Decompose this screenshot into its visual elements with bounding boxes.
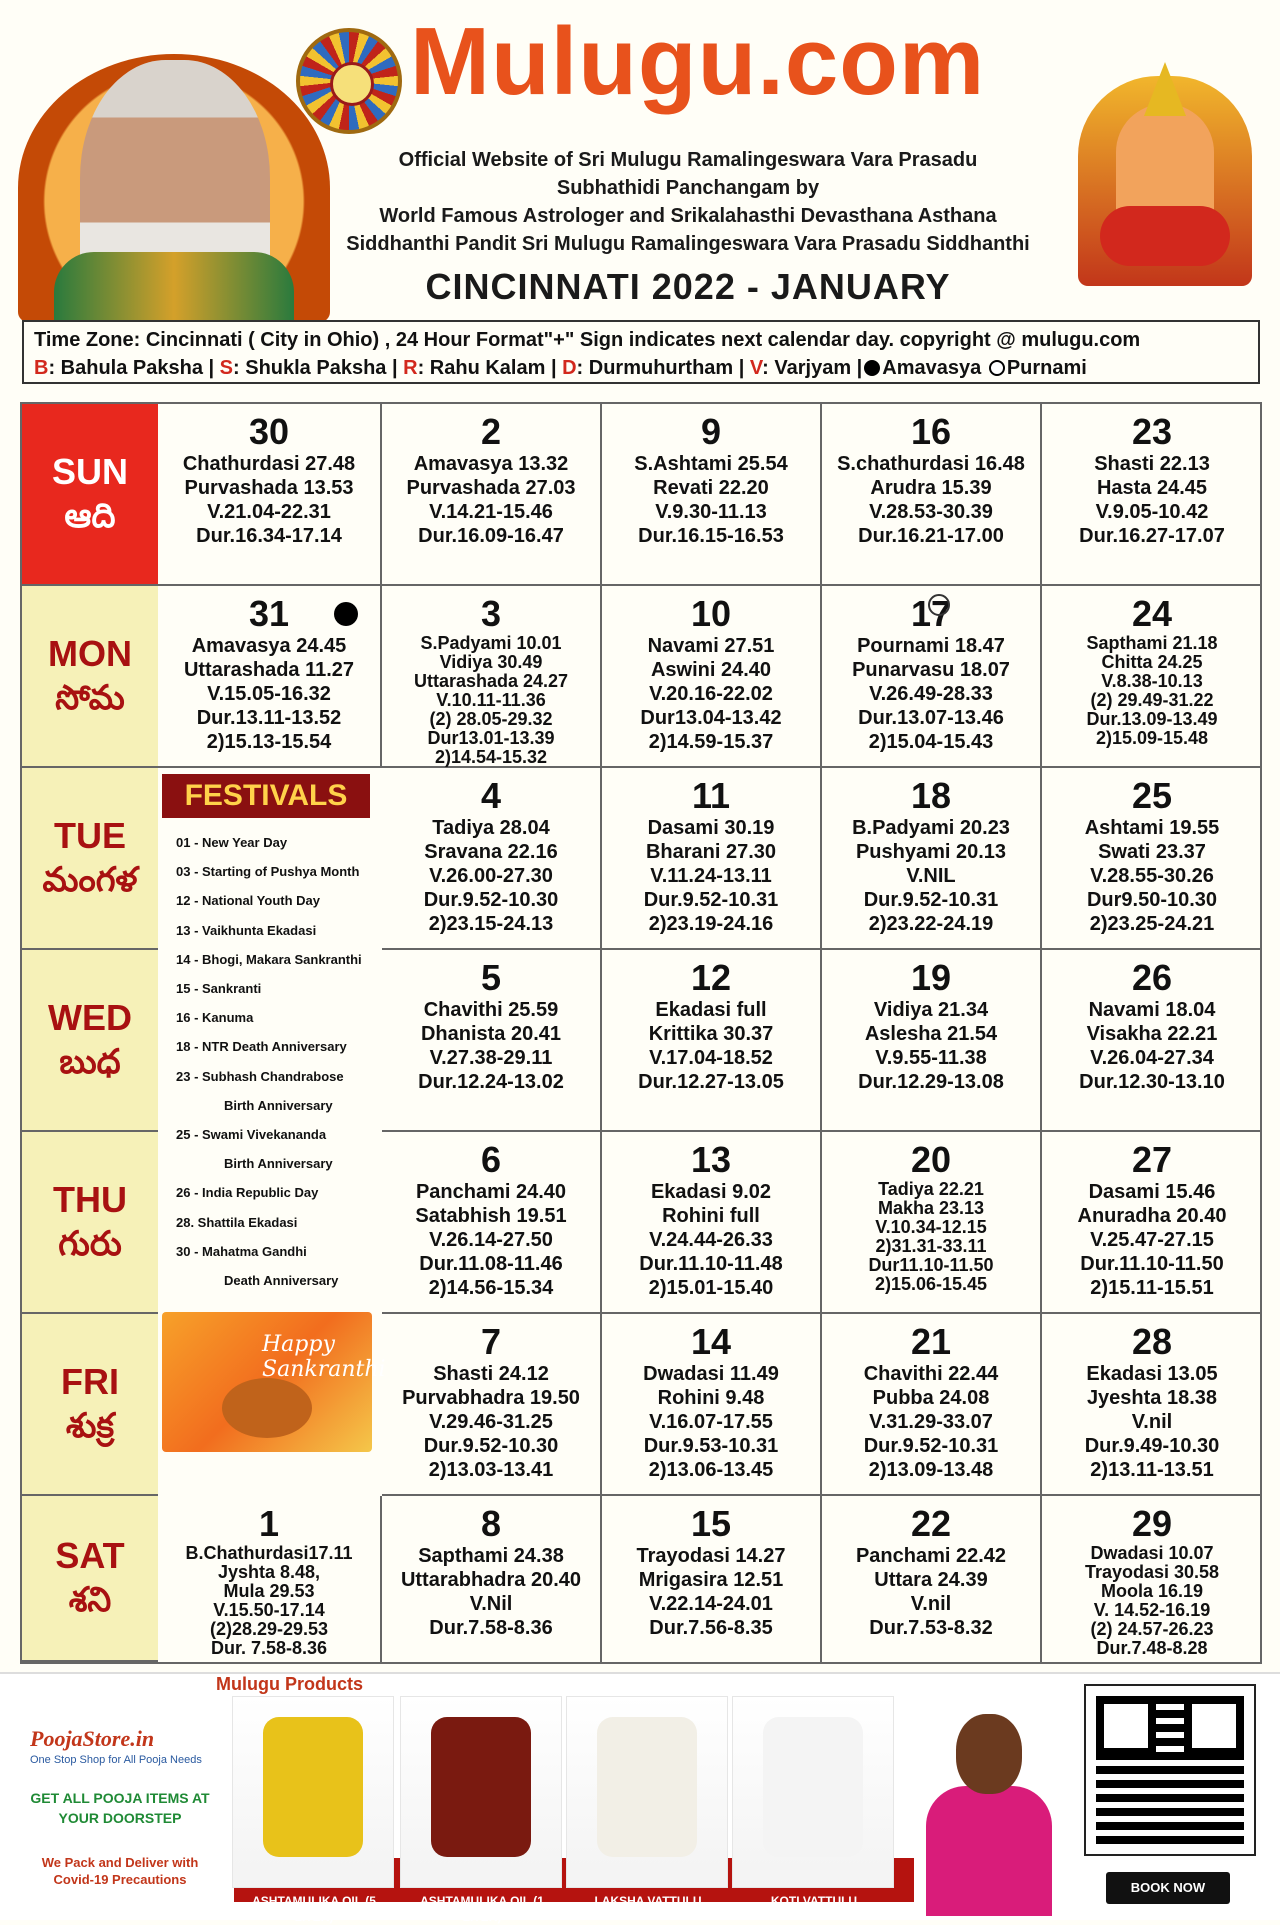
panchang-line: V.11.24-13.11	[650, 865, 772, 887]
description-line: Siddhanthi Pandit Sri Mulugu Ramalingeswara Vara Prasadu Siddhanthi	[346, 233, 1030, 255]
weekday-sun	[22, 404, 158, 586]
panchang-line: Dur.12.27-13.05	[638, 1071, 784, 1093]
date-cell-31[interactable]	[158, 586, 382, 768]
panchang-line: V.21.04-22.31	[207, 501, 331, 523]
panchang-line: Dur.9.52-10.31	[643, 889, 779, 911]
date-cell-2[interactable]	[382, 404, 602, 586]
panchang-line: Ekadasi full	[655, 999, 767, 1021]
date-cell-19[interactable]	[822, 950, 1042, 1132]
month-title: CINCINNATI 2022 - JANUARY	[425, 266, 951, 307]
date-cell-7[interactable]	[382, 1314, 602, 1496]
panchang-line: Dur.7.53-8.32	[869, 1617, 993, 1639]
date-cell-11[interactable]	[602, 768, 822, 950]
panchang-line: 2)14.54-15.32	[434, 747, 548, 767]
panchang-line: 2)23.15-24.13	[428, 913, 554, 935]
date-cell-6[interactable]	[382, 1132, 602, 1314]
panchang-line: 2)13.06-13.45	[648, 1459, 774, 1481]
panchang-line: Aswini 24.40	[650, 659, 772, 681]
date-cell-28[interactable]	[1042, 1314, 1262, 1496]
footer-ad	[0, 1672, 1280, 1924]
panchang-line: 2)13.09-13.48	[868, 1459, 994, 1481]
panchang-line: Dur.16.27-17.07	[1079, 525, 1225, 547]
panchang-line: Jyeshta 18.38	[1086, 1387, 1218, 1409]
panchang-line: V.17.04-18.52	[649, 1047, 773, 1069]
panchang-line: V.Nil	[469, 1593, 513, 1615]
store-delivery-note: We Pack and Deliver with Covid-19 Precautions	[41, 1855, 199, 1887]
date-number: 31	[248, 593, 290, 634]
panchang-line: Dur.11.10-11.50	[1080, 1253, 1224, 1275]
panchang-line: Dur.13.09-13.49	[1086, 709, 1218, 729]
panchang-line: V.9.05-10.42	[1095, 501, 1209, 523]
panchang-line: 2)15.11-15.51	[1090, 1277, 1214, 1299]
date-cell-16[interactable]	[822, 404, 1042, 586]
date-cell-25[interactable]	[1042, 768, 1262, 950]
panchang-line: Arudra 15.39	[870, 477, 992, 499]
panchang-line: Rohini full	[662, 1205, 760, 1227]
product-card[interactable]	[566, 1696, 728, 1908]
panchang-line: Anuradha 20.40	[1077, 1205, 1227, 1227]
panchang-line: Uttarabhadra 20.40	[400, 1569, 582, 1591]
date-number: 9	[700, 411, 722, 452]
panchang-line: V.29.46-31.25	[429, 1411, 553, 1433]
date-number: 4	[480, 775, 502, 816]
date-cell-12[interactable]	[602, 950, 822, 1132]
product-image	[763, 1717, 863, 1857]
panchang-line: Jyshta 8.48,	[217, 1562, 321, 1582]
mandala-logo-icon	[296, 28, 402, 134]
festival-item: Birth Anniversary	[224, 1097, 333, 1113]
panchang-line: Dur.12.29-13.08	[858, 1071, 1004, 1093]
product-image	[263, 1717, 363, 1857]
panchang-line: Dur.16.34-17.14	[196, 525, 342, 547]
panchang-line: Purvashada 13.53	[184, 477, 354, 499]
panchang-line: Dur13.01-13.39	[427, 728, 555, 748]
panchang-line: Dwadasi 11.49	[643, 1363, 779, 1385]
book-now-button[interactable]: BOOK NOW	[1106, 1872, 1230, 1904]
date-number: 26	[1131, 957, 1173, 998]
weekday-telugu: శని	[68, 1580, 112, 1620]
page-header	[0, 0, 1280, 316]
panchang-line: Pournami 18.47	[857, 635, 1005, 657]
date-number: 2	[480, 411, 502, 452]
date-number: 8	[480, 1503, 502, 1544]
panchang-line: Dur.13.07-13.46	[858, 707, 1004, 729]
weekday-label: FRI	[61, 1361, 119, 1402]
weekday-tue	[22, 768, 158, 950]
panchang-line: Dur.13.11-13.52	[196, 707, 342, 729]
panchang-line: Uttara 24.39	[874, 1569, 988, 1591]
panchang-line: Chavithi 22.44	[863, 1363, 999, 1385]
product-card[interactable]	[732, 1696, 894, 1908]
date-number: 25	[1131, 775, 1173, 816]
poojastore-logo[interactable]: PoojaStore.in One Stop Shop for All Pooja Needs	[30, 1726, 202, 1766]
date-number: 3	[480, 593, 502, 634]
panchang-line: Shasti 22.13	[1094, 453, 1210, 475]
date-cell-20[interactable]	[822, 1132, 1042, 1314]
panchang-line: Ashtami 19.55	[1084, 817, 1220, 839]
weekday-label: WED	[48, 997, 132, 1038]
amavasya-icon	[334, 602, 358, 626]
date-cell-30[interactable]	[158, 404, 382, 586]
panchang-line: Dur.7.48-8.28	[1096, 1638, 1208, 1658]
date-cell-24[interactable]	[1042, 586, 1262, 768]
date-cell-26[interactable]	[1042, 950, 1262, 1132]
panchang-line: (2) 24.57-26.23	[1090, 1619, 1214, 1639]
panchang-line: Dur.9.53-10.31	[643, 1435, 779, 1457]
panchang-line: Satabhish 19.51	[415, 1205, 567, 1227]
date-number: 29	[1131, 1503, 1173, 1544]
legend-line: B: Bahula Paksha | S: Shukla Paksha | R: Rahu Kalam | D: Durmuhurtham | V: Varjyam | Amavasya Purnami	[34, 357, 1087, 379]
panchang-line: Amavasya 13.32	[413, 453, 569, 475]
festivals-heading: FESTIVALS	[162, 774, 370, 818]
panchang-line: V.8.38-10.13	[1101, 671, 1203, 691]
weekday-label: SAT	[55, 1535, 125, 1576]
panchang-line: V.15.05-16.32	[207, 683, 331, 705]
festival-item: 12 - National Youth Day	[176, 893, 320, 909]
date-number: 7	[480, 1321, 502, 1362]
panchang-line: (2) 29.49-31.22	[1090, 690, 1214, 710]
panchang-line: V.28.55-30.26	[1090, 865, 1214, 887]
qr-code-icon[interactable]	[1086, 1686, 1254, 1854]
panchang-line: Shasti 24.12	[433, 1363, 549, 1385]
panchang-line: 2)13.11-13.51	[1090, 1459, 1214, 1481]
panchang-line: V.27.38-29.11	[429, 1047, 553, 1069]
panchang-line: Dur.7.56-8.35	[649, 1617, 773, 1639]
panchang-line: V. 14.52-16.19	[1093, 1600, 1211, 1620]
panchang-line: Bharani 27.30	[645, 841, 777, 863]
site-title[interactable]: Mulugu.com	[410, 8, 986, 115]
panchang-line: 2)23.25-24.21	[1089, 913, 1215, 935]
panchang-line: V.24.44-26.33	[649, 1229, 773, 1251]
description-line: World Famous Astrologer and Srikalahasthi Devasthana Asthana	[379, 205, 997, 227]
panchang-line: Chavithi 25.59	[423, 999, 559, 1021]
panchang-line: S.Ashtami 25.54	[634, 453, 788, 475]
panchang-line: Dur.12.24-13.02	[418, 1071, 564, 1093]
date-number: 1	[258, 1503, 280, 1544]
date-number: 6	[480, 1139, 502, 1180]
model-photo	[916, 1694, 1062, 1916]
date-number: 21	[910, 1321, 952, 1362]
panchang-line: V.26.49-28.33	[869, 683, 993, 705]
panchang-line: Ekadasi 13.05	[1086, 1363, 1218, 1385]
panchang-line: S.chathurdasi 16.48	[837, 453, 1025, 475]
date-number: 19	[910, 957, 952, 998]
panchang-line: V.10.11-11.36	[436, 690, 546, 710]
panchang-line: Dur.12.30-13.10	[1079, 1071, 1225, 1093]
panchang-line: 2)15.13-15.54	[206, 731, 332, 753]
panchang-line: Sravana 22.16	[424, 841, 558, 863]
weekday-mon	[22, 586, 158, 768]
weekday-thu	[22, 1132, 158, 1314]
purnami-icon	[928, 594, 950, 616]
panchang-line: Visakha 22.21	[1086, 1023, 1218, 1045]
panchang-line: Dur.9.52-10.30	[423, 1435, 559, 1457]
products-heading: Mulugu Products	[216, 1674, 363, 1694]
panchang-line: 2)31.31-33.11	[875, 1236, 987, 1256]
date-number: 5	[480, 957, 502, 998]
panchang-line: Punarvasu 18.07	[852, 659, 1010, 681]
date-cell-29[interactable]	[1042, 1496, 1262, 1662]
panchang-line: V.nil	[910, 1593, 952, 1615]
amavasya-icon	[864, 360, 880, 376]
date-cell-9[interactable]	[602, 404, 822, 586]
site-description	[318, 146, 1058, 258]
date-cell-5[interactable]	[382, 950, 602, 1132]
panchang-line: B.Padyami 20.23	[852, 817, 1010, 839]
date-number: 22	[910, 1503, 952, 1544]
panchang-line: Dwadasi 10.07	[1090, 1543, 1214, 1563]
festival-item: 13 - Vaikhunta Ekadasi	[176, 922, 317, 938]
panchang-line: S.Padyami 10.01	[420, 633, 562, 653]
date-cell-10[interactable]	[602, 586, 822, 768]
date-cell-14[interactable]	[602, 1314, 822, 1496]
panchang-line: Vidiya 21.34	[873, 999, 989, 1021]
panchang-line: Navami 27.51	[647, 635, 775, 657]
festival-item: 15 - Sankranti	[176, 981, 262, 997]
panchang-line: Trayodasi 14.27	[636, 1545, 786, 1567]
panchang-line: V.26.00-27.30	[429, 865, 553, 887]
panchang-line: Hasta 24.45	[1096, 477, 1208, 499]
date-number: 14	[690, 1321, 732, 1362]
weekday-telugu: బుధ	[59, 1042, 121, 1082]
festival-item: 23 - Subhash Chandrabose	[176, 1068, 344, 1084]
weekday-label: MON	[48, 633, 132, 674]
panchang-line: V.22.14-24.01	[649, 1593, 773, 1615]
weekday-fri	[22, 1314, 158, 1496]
panchang-line: 2)23.19-24.16	[648, 913, 774, 935]
weekday-telugu: శుక్ర	[65, 1406, 115, 1446]
panchang-line: (2) 28.05-29.32	[429, 709, 553, 729]
date-number: 24	[1131, 593, 1173, 634]
date-cell-22[interactable]	[822, 1496, 1042, 1662]
panchang-line: Uttarashada 24.27	[413, 671, 569, 691]
description-line: Official Website of Sri Mulugu Ramalingeswara Vara Prasadu	[398, 149, 978, 171]
panchang-line: Ekadasi 9.02	[650, 1181, 772, 1203]
panchang-line: Panchami 24.40	[415, 1181, 567, 1203]
timezone-note: Time Zone: Cincinnati ( City in Ohio) , 24 Hour Format"+" Sign indicates next calendar day. copyright @ mulugu.com	[34, 329, 1141, 351]
panchang-line: Dur.16.15-16.53	[638, 525, 784, 547]
date-cell-21[interactable]	[822, 1314, 1042, 1496]
panchang-line: V.25.47-27.15	[1090, 1229, 1214, 1251]
festival-item: 30 - Mahatma Gandhi	[176, 1243, 307, 1259]
date-cell-13[interactable]	[602, 1132, 822, 1314]
weekday-sat	[22, 1496, 158, 1662]
store-promo: GET ALL POOJA ITEMS AT YOUR DOORSTEP	[30, 1790, 210, 1826]
panchang-line: Swati 23.37	[1098, 841, 1206, 863]
date-cell-1[interactable]	[158, 1496, 382, 1662]
panchang-line: Makha 23.13	[877, 1198, 985, 1218]
weekday-telugu: మంగళ	[42, 860, 138, 900]
date-number: 18	[910, 775, 952, 816]
panchang-line: Trayodasi 30.58	[1084, 1562, 1220, 1582]
festival-item: 01 - New Year Day	[176, 835, 288, 850]
panchang-line: V.14.21-15.46	[429, 501, 553, 523]
panchang-line: (2)28.29-29.53	[209, 1619, 329, 1639]
product-label: ASHTAMULIKA OIL (5 LITER)	[252, 1894, 376, 1924]
product-card[interactable]	[232, 1696, 394, 1924]
panchang-line: Mula 29.53	[223, 1581, 315, 1601]
panchang-line: V.15.50-17.14	[213, 1600, 325, 1620]
weekday-label: TUE	[54, 815, 126, 856]
product-card[interactable]	[400, 1696, 562, 1924]
date-number: 13	[690, 1139, 732, 1180]
festival-item: 25 - Swami Vivekananda	[176, 1127, 327, 1143]
panchang-line: Dur.11.08-11.46	[419, 1253, 563, 1275]
panchang-line: Dur9.50-10.30	[1086, 889, 1218, 911]
date-cell-4[interactable]	[382, 768, 602, 950]
panchang-line: Panchami 22.42	[855, 1545, 1007, 1567]
panchang-line: Dur.16.09-16.47	[418, 525, 564, 547]
date-number: 30	[248, 411, 290, 452]
date-number: 17	[910, 593, 952, 634]
panchang-line: Dasami 15.46	[1088, 1181, 1216, 1203]
panchang-line: Dur.9.52-10.31	[863, 889, 999, 911]
weekday-telugu: సోమ	[55, 678, 125, 718]
panchang-line: Navami 18.04	[1088, 999, 1216, 1021]
panchang-line: V.9.30-11.13	[655, 501, 767, 523]
panchang-line: 2)14.56-15.34	[428, 1277, 554, 1299]
date-cell-8[interactable]	[382, 1496, 602, 1662]
panchang-line: 2)15.04-15.43	[868, 731, 994, 753]
date-number: 12	[690, 957, 732, 998]
panchang-line: Dur.16.21-17.00	[858, 525, 1004, 547]
festival-item: 03 - Starting of Pushya Month	[176, 864, 360, 880]
panchang-line: Purvabhadra 19.50	[402, 1387, 580, 1409]
panchang-line: V.10.34-12.15	[875, 1217, 987, 1237]
panchang-line: Tadiya 22.21	[878, 1179, 984, 1199]
panchang-line: Tadiya 28.04	[432, 817, 550, 839]
date-number: 27	[1131, 1139, 1173, 1180]
date-number: 16	[910, 411, 952, 452]
purnami-icon	[989, 360, 1005, 376]
panchang-line: Amavasya 24.45	[191, 635, 347, 657]
date-number: 23	[1131, 411, 1173, 452]
product-label: KOTI VATTULU	[770, 1894, 858, 1908]
product-label: ASHTAMULIKA OIL (1 LITER)	[420, 1894, 544, 1924]
panchang-line: V.NIL	[906, 865, 956, 887]
panchang-line: Dur.7.58-8.36	[429, 1617, 553, 1639]
panchang-line: Dur11.10-11.50	[868, 1255, 994, 1275]
festival-item: Birth Anniversary	[224, 1156, 333, 1172]
panchang-line: Dur.9.52-10.30	[423, 889, 559, 911]
panchang-line: Rohini 9.48	[657, 1387, 765, 1409]
panchang-line: 2)13.03-13.41	[428, 1459, 554, 1481]
festival-item: 26 - India Republic Day	[176, 1185, 319, 1201]
panchang-line: 2)23.22-24.19	[868, 913, 994, 935]
date-number: 11	[691, 775, 731, 816]
astrologer-portrait	[18, 54, 330, 322]
description-line: Subhathidi Panchangam by	[556, 177, 820, 199]
panchang-line: V.31.29-33.07	[869, 1411, 993, 1433]
panchang-line: Dur.9.52-10.31	[863, 1435, 999, 1457]
festival-item: 16 - Kanuma	[176, 1010, 254, 1026]
panchang-line: Dur. 7.58-8.36	[210, 1638, 328, 1658]
date-number: 15	[690, 1503, 732, 1544]
panchang-line: Chathurdasi 27.48	[182, 453, 356, 475]
panchang-line: B.Chathurdasi17.11	[185, 1543, 353, 1563]
date-cell-17[interactable]	[822, 586, 1042, 768]
panchang-line: V.nil	[1131, 1411, 1173, 1433]
panchang-line: V.16.07-17.55	[649, 1411, 773, 1433]
panchang-line: Dasami 30.19	[647, 817, 775, 839]
date-number: 20	[910, 1139, 952, 1180]
panchang-line: V.26.04-27.34	[1090, 1047, 1214, 1069]
sankranthi-greeting-image: Happy Sankranthi	[162, 1312, 372, 1452]
date-number: 28	[1131, 1321, 1173, 1362]
festivals-panel	[158, 768, 374, 1289]
weekday-telugu: ఆది	[64, 496, 116, 536]
weekday-label: THU	[53, 1179, 127, 1220]
panchang-line: Purvashada 27.03	[406, 477, 576, 499]
festival-item: 28. Shattila Ekadasi	[176, 1214, 298, 1230]
date-cell-3[interactable]	[382, 586, 602, 768]
panchang-line: Chitta 24.25	[1101, 652, 1203, 672]
panchang-line: Pushyami 20.13	[855, 841, 1007, 863]
panchang-line: 2)15.01-15.40	[648, 1277, 774, 1299]
panchang-line: V.9.55-11.38	[875, 1047, 987, 1069]
panchang-line: Dur.9.49-10.30	[1084, 1435, 1220, 1457]
weekday-telugu: గురు	[58, 1224, 122, 1264]
panchang-line: Revati 22.20	[653, 477, 769, 499]
panchang-line: V.26.14-27.50	[429, 1229, 553, 1251]
panchang-line: Pubba 24.08	[872, 1387, 990, 1409]
panchang-line: Sapthami 24.38	[418, 1545, 564, 1567]
calendar-grid	[20, 402, 1262, 1664]
panchang-line: Uttarashada 11.27	[183, 659, 355, 681]
product-image	[431, 1717, 531, 1857]
panchang-line: 2)14.59-15.37	[648, 731, 774, 753]
product-label: LAKSHA VATTULU	[594, 1894, 702, 1908]
panchang-line: Krittika 30.37	[648, 1023, 774, 1045]
date-number: 10	[690, 593, 732, 634]
panchang-line: Dur13.04-13.42	[640, 707, 782, 729]
panchang-line: Aslesha 21.54	[864, 1023, 998, 1045]
panchang-line: Dur.11.10-11.48	[639, 1253, 783, 1275]
legend-box	[22, 320, 1260, 384]
date-cell-18[interactable]	[822, 768, 1042, 950]
panchang-line: V.20.16-22.02	[649, 683, 773, 705]
panchang-line: 2)15.09-15.48	[1095, 728, 1209, 748]
panchang-line: Dhanista 20.41	[420, 1023, 562, 1045]
panchang-line: Mrigasira 12.51	[638, 1569, 784, 1591]
date-cell-15[interactable]	[602, 1496, 822, 1662]
date-cell-27[interactable]	[1042, 1132, 1262, 1314]
product-image	[597, 1717, 697, 1857]
panchang-line: V.28.53-30.39	[869, 501, 993, 523]
panchang-line: 2)15.06-15.45	[874, 1274, 988, 1294]
weekday-label: SUN	[51, 451, 128, 492]
panchang-line: Moola 16.19	[1100, 1581, 1204, 1601]
festival-item: 14 - Bhogi, Makara Sankranthi	[176, 951, 362, 967]
festival-item: 18 - NTR Death Anniversary	[176, 1039, 347, 1055]
panchang-line: Vidiya 30.49	[439, 652, 543, 672]
panchang-line: Sapthami 21.18	[1086, 633, 1218, 653]
weekday-wed	[22, 950, 158, 1132]
ganesha-image	[1070, 56, 1260, 296]
date-cell-23[interactable]	[1042, 404, 1262, 586]
festival-item: Death Anniversary	[224, 1273, 339, 1289]
